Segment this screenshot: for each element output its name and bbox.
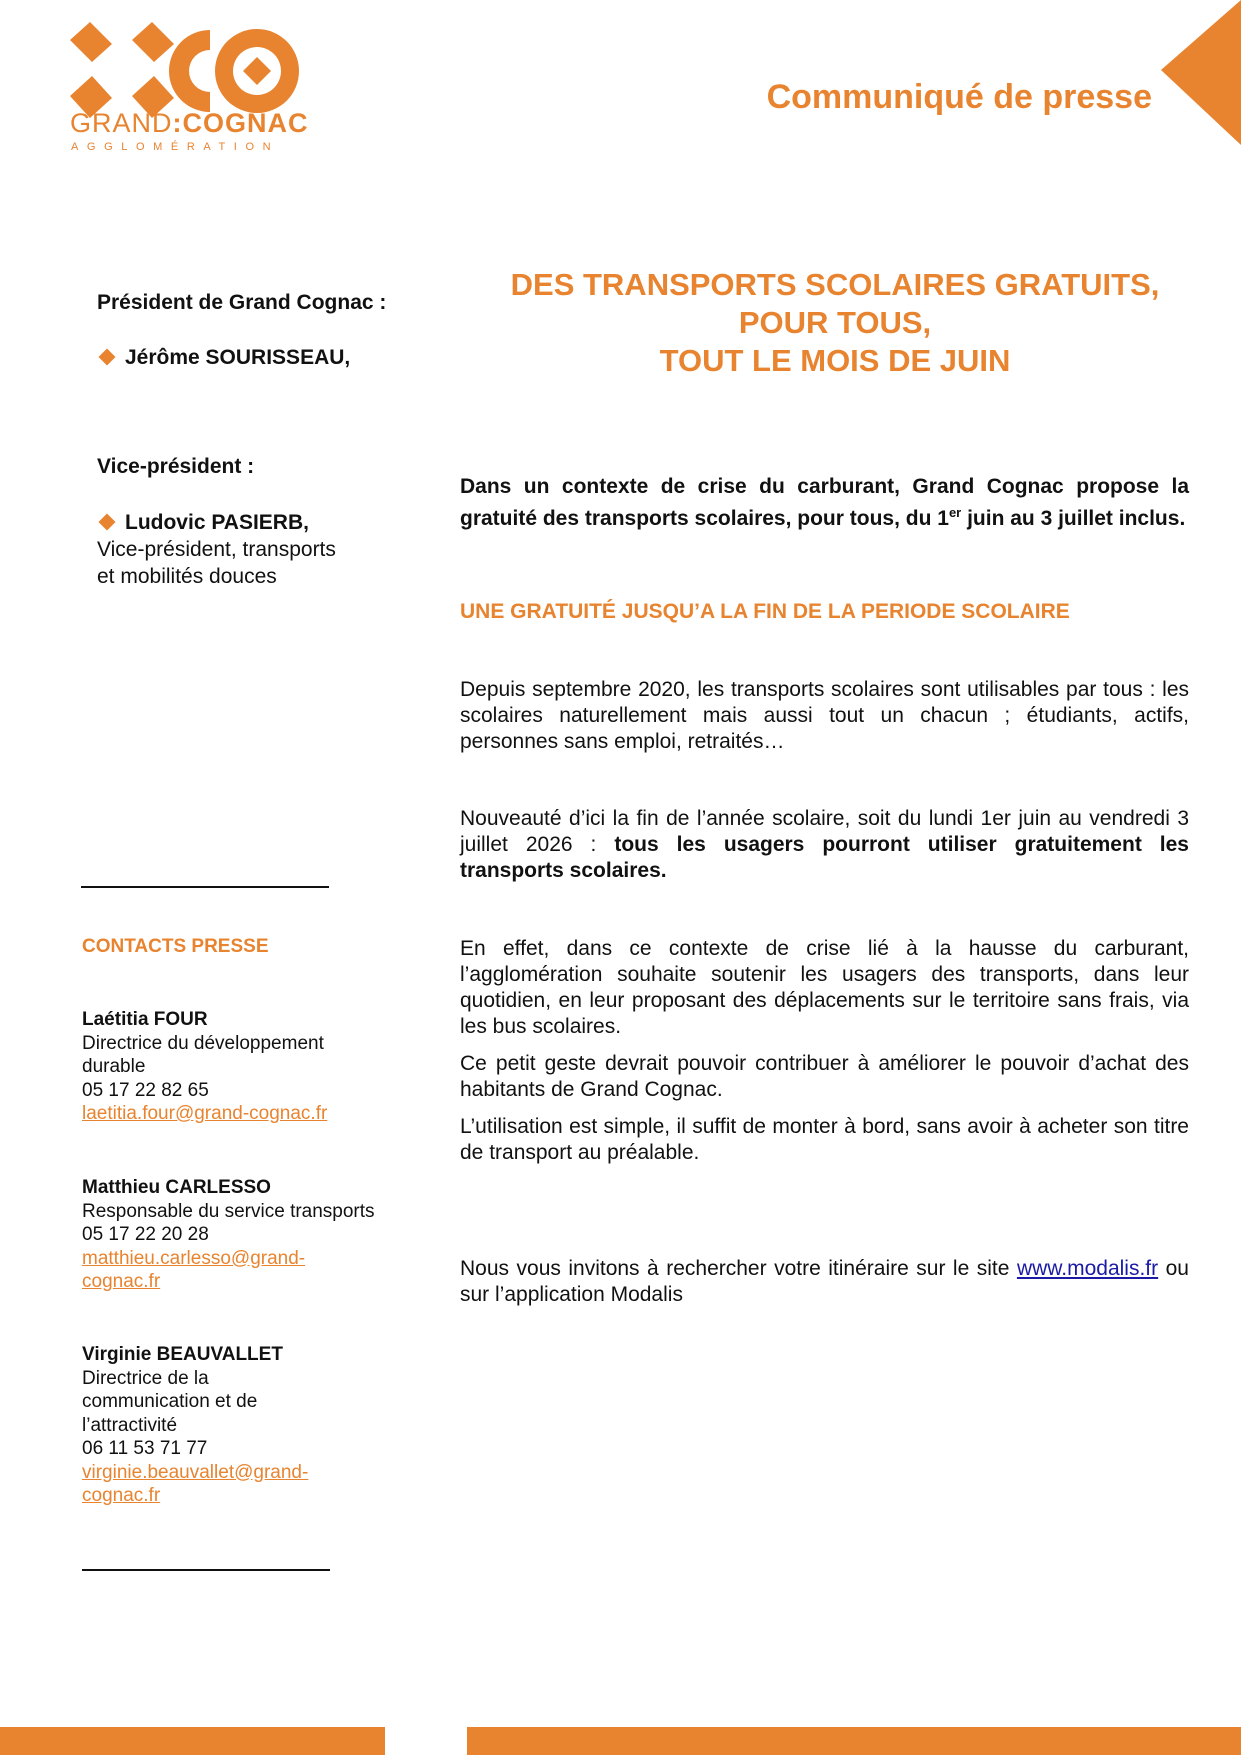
body-paragraph: L’utilisation est simple, il suffit de monter à bord, sans avoir à acheter son titre de transport au préalable.	[460, 1115, 1189, 1164]
vice-president-name: Ludovic PASIERB,	[125, 511, 309, 534]
president-label: Président de Grand Cognac :	[97, 291, 387, 314]
footer-bar-left	[0, 1727, 385, 1755]
contact-role-line: l’attractivité	[82, 1414, 178, 1436]
logo-colon-icon: :	[172, 108, 183, 138]
contact-name: Matthieu CARLESSO	[82, 1177, 271, 1198]
contact-phone: 06 11 53 71 77	[82, 1438, 208, 1459]
diamond-bullet-icon	[99, 514, 116, 531]
headline-line: DES TRANSPORTS SCOLAIRES GRATUITS,	[510, 267, 1160, 302]
president-entry	[97, 344, 350, 371]
logo-wordmark	[70, 108, 309, 139]
headline-line: POUR TOUS,	[738, 305, 932, 340]
contact-role-line: durable	[82, 1056, 146, 1077]
body-paragraph: Nouveauté d’ici la fin de l’année scolaire, soit du lundi 1er juin au vendredi 3 juillet 2026 : tous les usagers pourront utiliser gratuitement les transports scolaires.	[460, 807, 1189, 882]
logo-cognac: COGNAC	[182, 108, 309, 138]
president-name: Jérôme SOURISSEAU,	[125, 346, 351, 369]
press-release-title: Communiqué de presse	[766, 78, 1152, 116]
modalis-link[interactable]: www.modalis.fr	[1016, 1257, 1159, 1280]
vice-president-role-line1: Vice-président, transports	[97, 538, 336, 561]
logo-subtitle: AGGLOMÉRATION	[71, 141, 280, 153]
contact-card	[82, 1343, 412, 1508]
headline-line: TOUT LE MOIS DE JUIN	[659, 343, 1011, 378]
contact-card	[82, 1008, 412, 1126]
contact-role-line: Directrice de la	[82, 1367, 209, 1389]
closing-paragraph: Nous vous invitons à rechercher votre itinéraire sur le site www.modalis.fr ou sur l’application Modalis	[460, 1257, 1189, 1306]
contact-role-line: Responsable du service transports	[82, 1200, 375, 1222]
contact-email-link[interactable]: matthieu.carlesso@grand- cognac.fr	[82, 1247, 306, 1292]
vice-president-entry	[97, 509, 336, 590]
headline	[460, 266, 1210, 380]
contact-name: Laétitia FOUR	[82, 1009, 208, 1030]
section-title: UNE GRATUITÉ JUSQU’A LA FIN DE LA PERIODE SCOLAIRE	[460, 600, 1070, 623]
contact-email-link[interactable]: virginie.beauvallet@grand- cognac.fr	[82, 1461, 309, 1506]
logo-grand: GRAND	[70, 108, 173, 138]
contact-card	[82, 1176, 412, 1294]
body-paragraph: En effet, dans ce contexte de crise lié à la hausse du carburant, l’agglomération souhaite soutenir les usagers des transports, dans leur quotidien, en leur proposant des déplacements sur le territoire sans frais, via les bus scolaires.	[460, 937, 1189, 1038]
contact-role-line: communication et de	[82, 1391, 258, 1412]
contact-phone: 05 17 22 82 65	[82, 1079, 209, 1101]
corner-triangle-icon	[1161, 0, 1241, 145]
contacts-title: CONTACTS PRESSE	[82, 936, 269, 957]
contact-role-line: Directrice du développement	[82, 1032, 324, 1054]
diamond-bullet-icon	[99, 349, 116, 366]
lead-paragraph: Dans un contexte de crise du carburant, Grand Cognac propose la gratuité des transports scolaires, pour tous, du 1er juin au 3 juillet inclus.	[460, 475, 1189, 530]
body-paragraph: Ce petit geste devrait pouvoir contribuer à améliorer le pouvoir d’achat des habitants de Grand Cognac.	[460, 1052, 1189, 1101]
contact-name: Virginie BEAUVALLET	[82, 1344, 283, 1365]
body-paragraph: Depuis septembre 2020, les transports scolaires sont utilisables par tous : les scolaires naturellement mais aussi tout un chacun ; étudiants, actifs, personnes sans emploi, retraités…	[460, 678, 1189, 753]
body-paragraph-group	[460, 936, 1189, 1177]
vice-president-role-line2: et mobilités douces	[97, 565, 277, 588]
grand-cognac-logo-icon	[70, 22, 300, 122]
divider	[81, 886, 329, 888]
contact-email-link[interactable]: laetitia.four@grand-cognac.fr	[82, 1103, 328, 1124]
divider	[82, 1569, 330, 1571]
vice-president-label: Vice-président :	[97, 455, 255, 478]
footer-bar-right	[467, 1727, 1241, 1755]
contact-phone: 05 17 22 20 28	[82, 1224, 209, 1245]
